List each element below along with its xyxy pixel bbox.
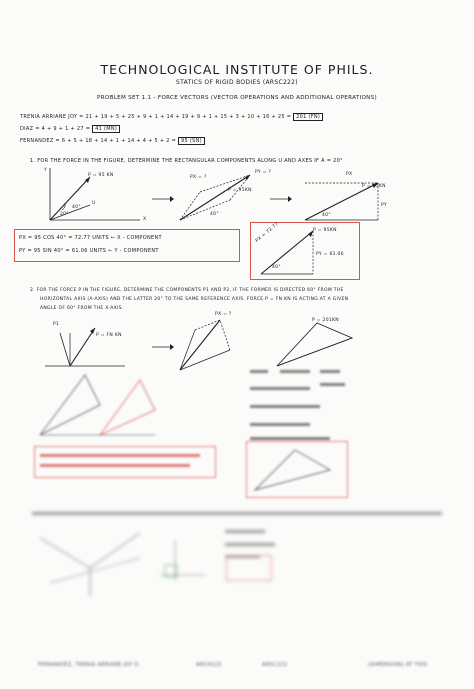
footer-date: (DIMENSION) AT THIS	[368, 662, 428, 668]
name-label: TRENIA ARRIANE JOY =	[20, 114, 84, 120]
name-result: 95 (SN)	[178, 137, 205, 145]
force-label: P = 95 KN	[88, 173, 114, 178]
fig4-py-label: PY = 61.06	[316, 252, 344, 257]
footer-name: FERNANDEZ, TRENIA ARRIANE JOY D.	[38, 662, 141, 668]
problem-set-title: PROBLEM SET 1.1 - FORCE VECTORS (VECTOR OPERATIONS AND ADDITIONAL OPERATIONS)	[97, 95, 377, 101]
problem2-answer-lines	[38, 452, 208, 472]
axis-x-label: X	[143, 217, 147, 222]
fig4-angle-label: 40°	[272, 265, 281, 270]
name-row-2	[20, 126, 120, 132]
angle-20-label: 20°	[60, 212, 69, 217]
problem2-statement-line2: HORIZONTAL AXIS (A-AXIS) AND THE LATTER 20° TO THE SAME REFERENCE AXIS. FORCE P = FN KN IS ACTING AT A GIVEN	[40, 297, 349, 302]
problem3-answer-box	[226, 555, 272, 581]
problem3-figure-2	[155, 535, 210, 583]
fig-p-right-label: P = 201KN	[312, 318, 339, 323]
problem3-figure-1	[30, 528, 160, 598]
problem3-statement	[30, 510, 450, 518]
fig4-px-label: PX = 72.77	[255, 221, 280, 244]
arrow-right-icon	[152, 344, 174, 350]
problem2-result-figure	[250, 445, 342, 493]
name-row-1	[20, 114, 323, 120]
fig4-force-label: P = 95KN	[313, 228, 337, 233]
problem2-statement-line1: 2. FOR THE FORCE P IN THE FIGURE, DETERMINE THE COMPONENTS P1 AND P2, IF THE FORMER IS DIRECTED 60° FROM THE	[30, 288, 344, 293]
fig-p1-label: P1	[53, 322, 60, 327]
fig3-px-label: PX	[346, 172, 353, 177]
arrow-right-icon	[270, 196, 292, 202]
fig2-force-label: P = 95KN	[228, 188, 252, 193]
answer-y-component: PY = 95 SIN 40° = 61.06 UNITS ← Y - COMPONENT	[19, 248, 159, 254]
fig-px-label: PX = ?	[215, 312, 232, 317]
angle-40-label: 40°	[72, 205, 81, 210]
arrow-right-icon	[152, 196, 174, 202]
course-subtitle: STATICS OF RIGID BODIES (ARSC222)	[176, 79, 298, 86]
footer-course-2: ARSC222	[262, 662, 288, 668]
footer-course-1: ARCH223	[196, 662, 222, 668]
answer-x-component: PX = 95 COS 40° = 72.77 UNITS ← X - COMPONENT	[19, 235, 162, 241]
name-result: 201 (FN)	[293, 113, 323, 121]
axis-u-label: U	[92, 201, 96, 206]
axis-y-label: Y	[44, 168, 48, 173]
problem2-equations	[240, 365, 380, 445]
name-row-3	[20, 138, 205, 144]
name-result: 41 (MN)	[92, 125, 120, 133]
fig3-py-label: PY	[381, 203, 387, 208]
fig2-px-label: PX = ?	[190, 175, 207, 180]
fig2-angle-label: 40°	[210, 212, 219, 217]
problem2-figure-3	[272, 318, 372, 370]
name-sum: 6 + 5 + 18 + 14 + 1 + 14 + 4 + 5 + 2 =	[61, 138, 177, 144]
fig-p-label: P = FN KN	[96, 333, 122, 338]
fig3-angle-label: 40°	[322, 213, 331, 218]
name-label: FERNANDEZ =	[20, 138, 60, 144]
name-label: DIAZ =	[20, 126, 40, 132]
name-sum: 4 + 9 + 1 + 27 =	[41, 126, 91, 132]
problem2-statement-line3: ANGLE OF 60° FROM THE X-AXIS.	[40, 306, 124, 311]
problem1-answer-box	[14, 229, 240, 262]
fig3-force-label: P = 95KN	[362, 184, 386, 189]
page-title: TECHNOLOGICAL INSTITUTE OF PHILS.	[100, 62, 374, 77]
problem1-statement: 1. FOR THE FORCE IN THE FIGURE, DETERMINE THE RECTANGULAR COMPONENTS ALONG U AND AXES IF Α = 20°	[30, 158, 343, 164]
fig2-py-label: PY = ?	[255, 170, 272, 175]
name-sum: 21 + 19 + 5 + 25 + 9 + 1 + 14 + 19 + 9 + 1 + 15 + 3 + 10 + 16 + 25 =	[85, 114, 292, 120]
problem2-sketch-left	[30, 370, 190, 440]
